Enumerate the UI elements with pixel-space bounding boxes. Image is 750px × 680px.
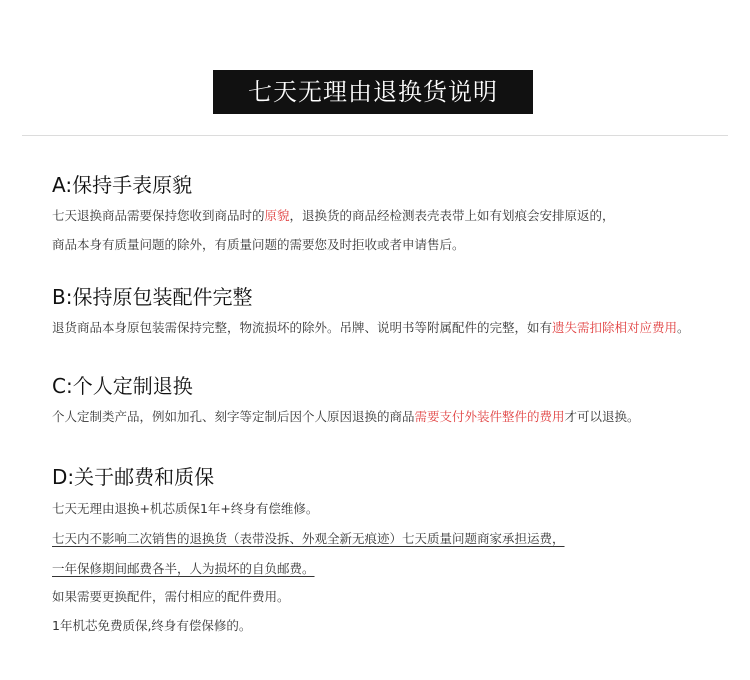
section-a-line-1-highlight: 原貌 — [264, 208, 290, 223]
section-b-line-1 — [52, 319, 690, 337]
section-d-line-1: 七天无理由退换+机芯质保1年+终身有偿维修。 — [52, 501, 319, 516]
section-a-line-1 — [52, 207, 615, 225]
section-a-line-1-text-a: 七天退换商品需要保持您收到商品时的 — [52, 208, 265, 223]
page-title: 七天无理由退换货说明 — [213, 70, 533, 114]
section-c-heading: C:个人定制退换 — [52, 374, 193, 398]
section-d-line-3: 一年保修期间邮费各半，人为损坏的自负邮费。 — [52, 561, 315, 576]
section-a-line-1-text-b: ，退换货的商品经检测表壳表带上如有划痕会安排原返的， — [289, 208, 615, 223]
section-a-heading: A:保持手表原貌 — [52, 173, 193, 197]
section-c-line-1-highlight: 需要支付外装件整件的费用 — [414, 409, 565, 424]
section-a-line-2: 商品本身有质量问题的除外，有质量问题的需要您及时拒收或者申请售后。 — [52, 237, 465, 252]
section-d-line-5: 1年机芯免费质保,终身有偿保修的。 — [52, 618, 252, 633]
section-d-heading: D:关于邮费和质保 — [52, 465, 215, 489]
section-c-line-1-text-a: 个人定制类产品，例如加孔、刻字等定制后因个人原因退换的商品 — [52, 409, 415, 424]
section-d-line-2: 七天内不影响二次销售的退换货（表带没拆、外观全新无痕迹）七天质量问题商家承担运费， — [52, 531, 565, 546]
section-b-line-1-highlight: 遗失需扣除相对应费用 — [552, 320, 678, 335]
section-b-heading: B:保持原包装配件完整 — [52, 285, 253, 309]
section-d-line-4: 如果需要更换配件，需付相应的配件费用。 — [52, 589, 290, 604]
section-c-line-1-text-b: 才可以退换。 — [564, 409, 640, 424]
section-b-line-1-text-a: 退货商品本身原包装需保持完整，物流损坏的除外。吊牌、说明书等附属配件的完整，如有 — [52, 320, 553, 335]
title-divider — [22, 135, 728, 136]
section-b-line-1-text-b: 。 — [677, 320, 690, 335]
section-c-line-1 — [52, 408, 640, 426]
